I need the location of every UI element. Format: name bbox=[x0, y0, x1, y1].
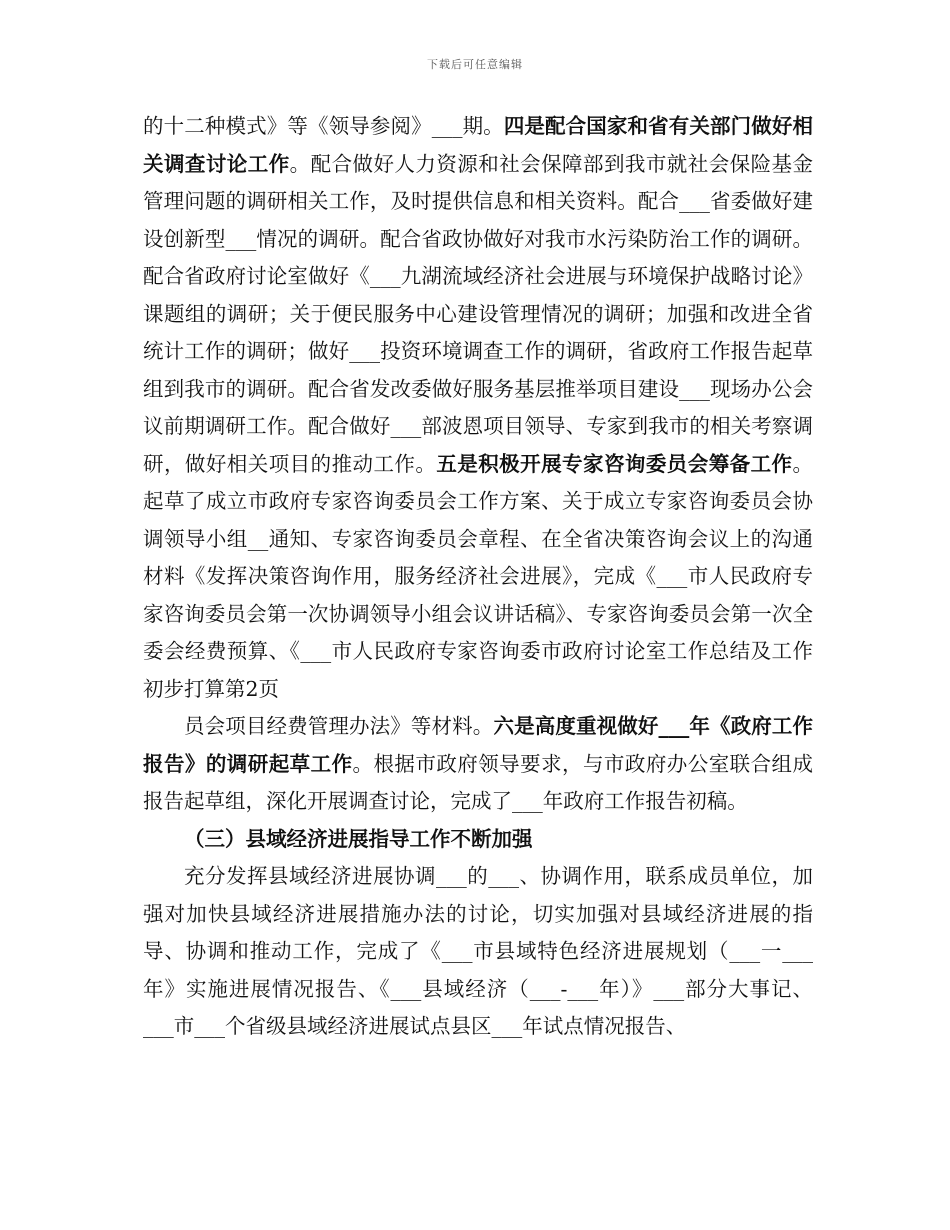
text-run: 的十二种模式》等《领导参阅》___期。 bbox=[143, 114, 504, 138]
page-header: 下载后可任意编辑 bbox=[427, 58, 523, 71]
text-run: 。根据市政府领导要求，与市政府办公室联合组成报告起草组，深化开展调查讨论，完成了___年政府工作报告初稿。 bbox=[143, 751, 813, 813]
paragraph-1 bbox=[143, 108, 813, 708]
bold-text-run: 四是配合国家和省有关部门做好相关调查讨论工作 bbox=[143, 114, 814, 176]
text-run: 充分发挥县域经济进展协调___的___、协调作用，联系成员单位，加强对加快县域经济进展措施办法的讨论，切实加强对县域经济进展的指导、协调和推动工作，完成了《___市县域特色经济进展规划（___一___年》实施进展情况报告、《___县域经济（___-___年）》___部分大事记、___市___个省级县域经济进展试点县区___年试点情况报告、 bbox=[143, 864, 813, 1038]
text-run: 员会项目经费管理办法》等材料。 bbox=[184, 714, 494, 738]
text-run: 。起草了成立市政府专家咨询委员会工作方案、关于成立专家咨询委员会协调领导小组__通知、专家咨询委员会章程、在全省决策咨询会议上的沟通材料《发挥决策咨询作用，服务经济社会进展》，完成《___市人民政府专家咨询委员会第一次协调领导小组会议讲话稿》、专家咨询委员会第一次全委会经费预算、《___市人民政府专家咨询委市政府讨论室工作总结及工作初步打算第2页 bbox=[143, 451, 814, 701]
bold-text-run: 五是积极开展专家咨询委员会筹备工作 bbox=[436, 451, 793, 476]
paragraph-2 bbox=[143, 708, 813, 821]
section-heading bbox=[143, 821, 813, 859]
paragraph-3 bbox=[143, 858, 813, 1046]
document-body bbox=[143, 108, 813, 1046]
heading-text: （三）县域经济进展指导工作不断加强 bbox=[184, 826, 533, 851]
bold-text-run: 六是高度重视做好___年《政府工作报告》的调研起草工作 bbox=[143, 714, 814, 776]
text-run: 。配合做好人力资源和社会保障部到我市就社会保险基金管理问题的调研相关工作，及时提供信息和相关资料。配合___省委做好建设创新型___情况的调研。配合省政协做好对我市水污染防治工作的调研。配合省政府讨论室做好《___九湖流域经济社会进展与环境保护战略讨论》课题组的调研；关于便民服务中心建设管理情况的调研；加强和改进全省统计工作的调研；做好___投资环境调查工作的调研，省政府工作报告起草组到我市的调研。配合省发改委做好服务基层推举项目建设___现场办公会议前期调研工作。配合做好___部波恩项目领导、专家到我市的相关考察调研，做好相关项目的推动工作。 bbox=[143, 151, 814, 476]
